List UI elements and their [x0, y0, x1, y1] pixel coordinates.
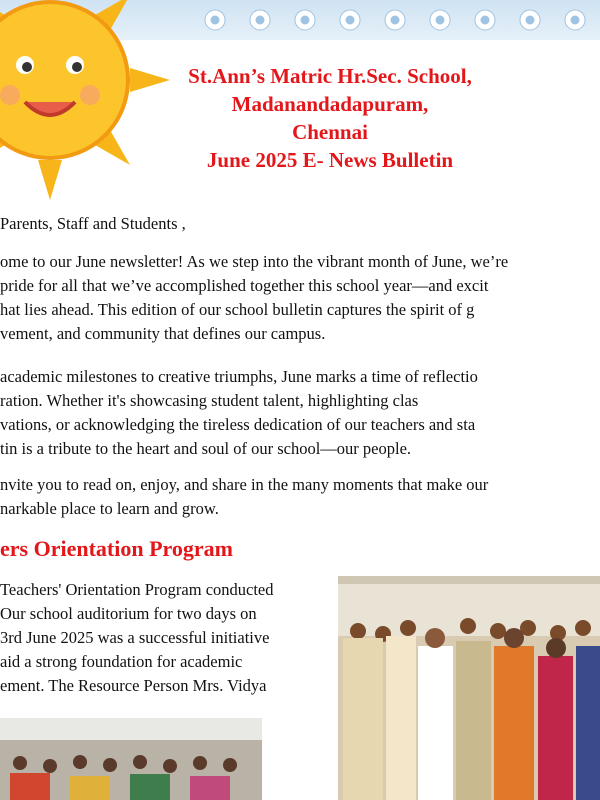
paragraph-line: aid a strong foundation for academic	[0, 652, 243, 671]
paragraph-line: 3rd June 2025 was a successful initiative	[0, 628, 270, 647]
paragraph-line: narkable place to learn and grow.	[0, 499, 219, 518]
school-name: St.Ann’s Matric Hr.Sec. School,	[188, 64, 472, 88]
paragraph-line: vations, or acknowledging the tireless dedication of our teachers and sta	[0, 415, 476, 434]
bulletin-title	[100, 62, 560, 174]
paragraph-line: tin is a tribute to the heart and soul of our school—our people.	[0, 439, 412, 458]
paragraph-line: ration. Whether it's showcasing student talent, highlighting clas	[0, 391, 419, 410]
intro-line: hat lies ahead. This edition of our school bulletin captures the spirit of g	[0, 300, 475, 319]
school-city: Chennai	[292, 120, 368, 144]
intro-line: vement, and community that defines our campus.	[0, 324, 326, 343]
paragraph-line: academic milestones to creative triumphs, June marks a time of reflectio	[0, 367, 478, 386]
intro-line: pride for all that we’ve accomplished together this school year—and excit	[0, 276, 489, 295]
intro-paragraph	[0, 250, 508, 346]
bulletin-edition: June 2025 E- News Bulletin	[206, 148, 454, 172]
paragraph-line: nvite you to read on, enjoy, and share in the many moments that make our	[0, 475, 489, 494]
intro-line: ome to our June newsletter! As we step into the vibrant month of June, we’re	[0, 252, 509, 271]
paragraph-line: Teachers' Orientation Program conducted	[0, 580, 274, 599]
orientation-paragraph	[0, 578, 274, 698]
orientation-photo	[338, 576, 600, 800]
invitation-paragraph	[0, 473, 488, 521]
classroom-photo	[0, 718, 262, 800]
school-locality: Madanandadapuram,	[231, 92, 429, 116]
greeting: Parents, Staff and Students ,	[0, 214, 186, 233]
paragraph-line: Our school auditorium for two days on	[0, 604, 257, 623]
section-heading: ers Orientation Program	[0, 536, 233, 561]
milestones-paragraph	[0, 365, 478, 461]
paragraph-line: ement. The Resource Person Mrs. Vidya	[0, 676, 267, 695]
